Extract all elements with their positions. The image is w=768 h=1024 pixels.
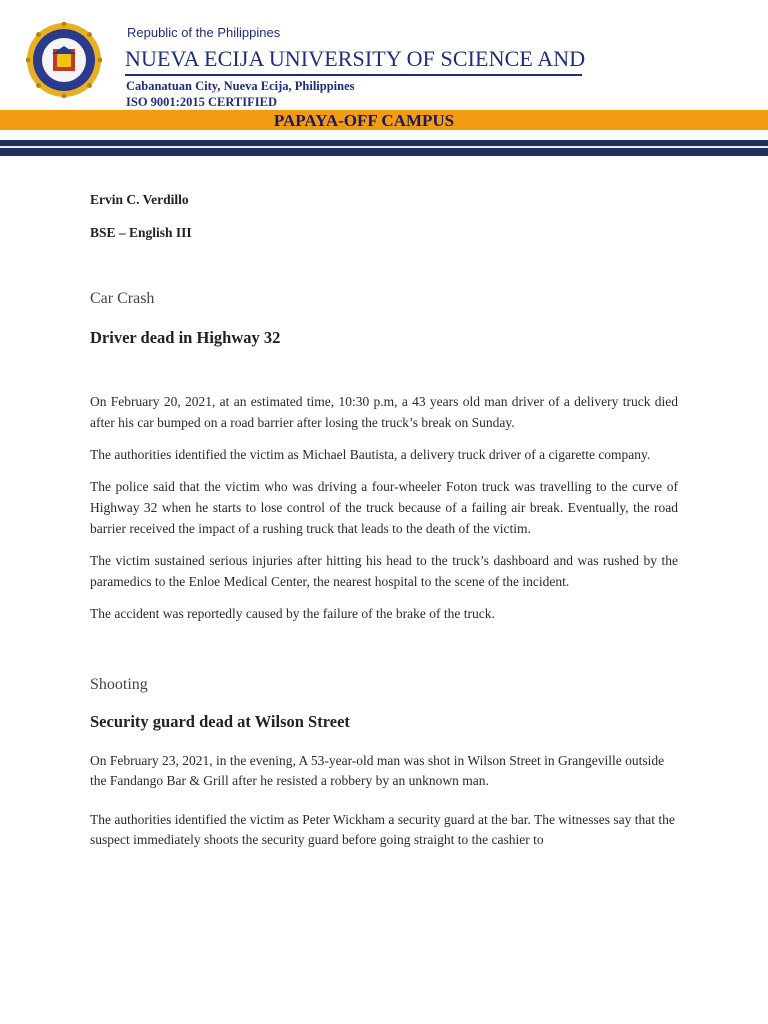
section-shooting: Shooting: [90, 676, 148, 693]
university-name: NUEVA ECIJA UNIVERSITY OF SCIENCE AND: [125, 46, 586, 71]
header-divider: [125, 74, 582, 76]
article1-paragraph: The authorities identified the victim as Michael Bautista, a delivery truck driver of a cigarette company.: [90, 447, 651, 462]
article1-paragraph: The victim sustained serious injuries after hitting his head to the truck’s dashboard and was rushed by the paramedics to the Enloe Medical Center, the nearest hospital to the scene of the incident.: [90, 553, 678, 589]
university-seal-logo: [26, 22, 102, 98]
university-address: Cabanatuan City, Nueva Ecija, Philippines: [126, 79, 355, 93]
document-body: [90, 192, 678, 850]
article2-paragraph: The authorities identified the victim as Peter Wickham a security guard at the bar. The witnesses say that the suspect immediately shoots the security guard before going straight to the cashier to: [90, 812, 675, 847]
article1-paragraph: The police said that the victim who was driving a four-wheeler Foton truck was travelling to the curve of Highway 32 when he starts to lose control of the truck because of a failing air break. Eventually, the road barrier received the impact of a rushing truck that leads to the death of the victim.: [90, 479, 678, 536]
band-stripe: [0, 146, 768, 148]
article2-paragraph: On February 23, 2021, in the evening, A 53-year-old man was shot in Wilson Street in Grangeville outside the Fandango Bar & Grill after he resisted a robbery by an unknown man.: [90, 753, 665, 788]
campus-title: PAPAYA-OFF CAMPUS: [273, 111, 455, 130]
section-car-crash: Car Crash: [90, 290, 155, 307]
republic-label: Republic of the Philippines: [127, 25, 281, 40]
article1-paragraph: On February 20, 2021, at an estimated time, 10:30 p.m, a 43 years old man driver of a delivery truck died after his car bumped on a road barrier after losing the truck’s break on Sunday.: [90, 394, 678, 430]
headline-security-guard: Security guard dead at Wilson Street: [90, 712, 350, 731]
headline-driver-dead: Driver dead in Highway 32: [90, 328, 281, 347]
iso-certification: ISO 9001:2015 CERTIFIED: [126, 95, 277, 109]
student-name: Ervin C. Verdillo: [90, 192, 189, 207]
student-course: BSE – English III: [90, 225, 192, 240]
article1-paragraph: The accident was reportedly caused by the failure of the brake of the truck.: [90, 606, 495, 621]
navy-band: [0, 140, 768, 156]
